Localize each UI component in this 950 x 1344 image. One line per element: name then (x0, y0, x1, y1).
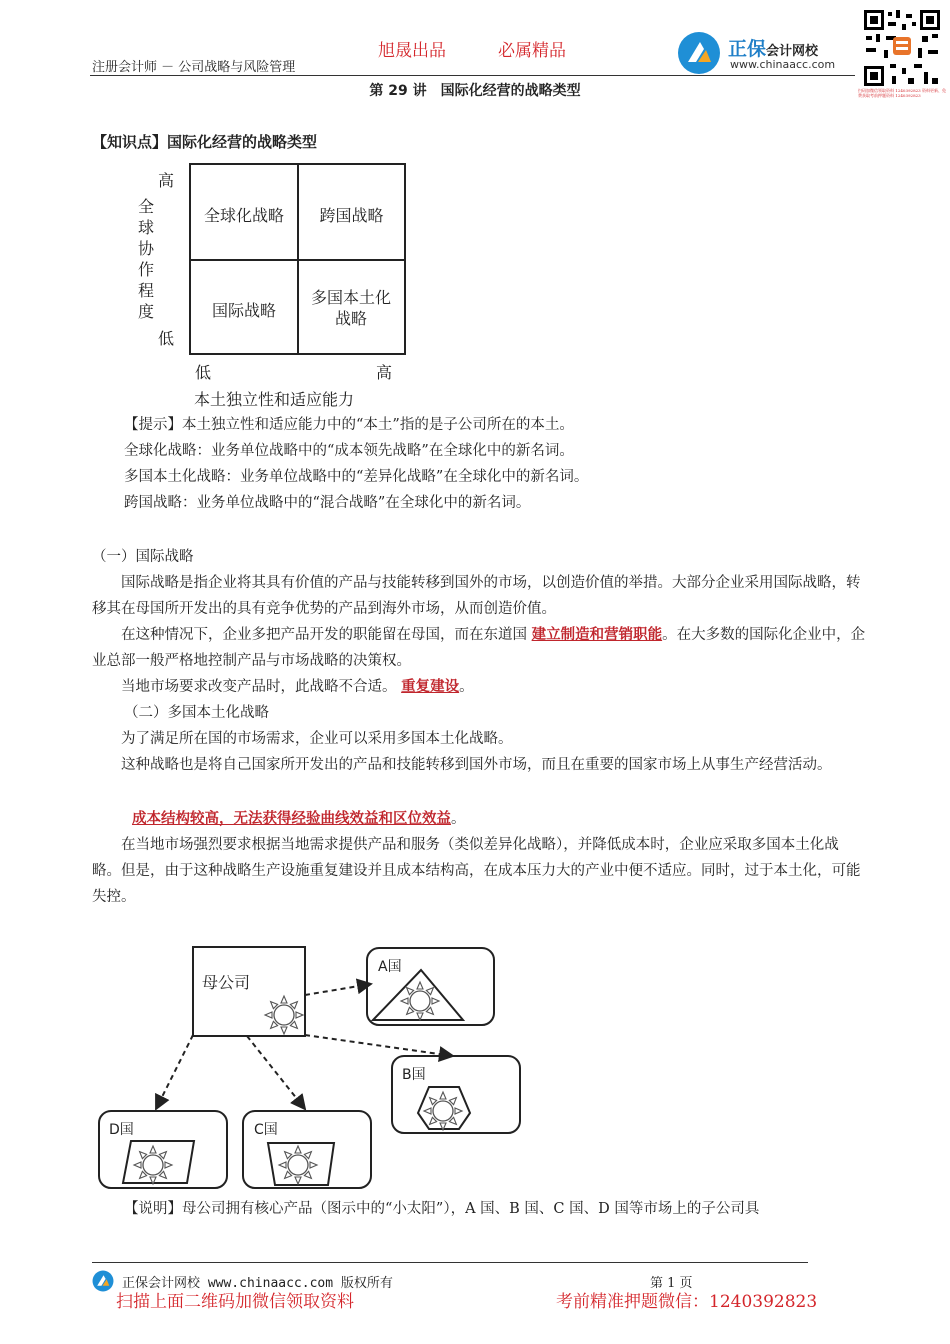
core-product-sun-icon (134, 1146, 172, 1184)
header-divider (90, 75, 855, 76)
footer-divider (92, 1262, 808, 1263)
tip-line: 跨国战略：业务单位战略中的“混合战略”在全球化中的新名词。 (124, 495, 531, 511)
highlight-text: 建立制造和营销职能 (531, 626, 663, 643)
parent-company-label: 母公司 (202, 973, 251, 992)
paragraph: 为了满足所在国的市场需求，企业可以采用多国本土化战略。 (121, 731, 513, 747)
header-slogan-right: 必属精品 (498, 41, 566, 61)
country-d-label: D国 (109, 1122, 134, 1138)
qr-code-icon[interactable] (862, 8, 942, 88)
x-axis-label: 本土独立性和适应能力 (194, 390, 355, 409)
y-axis-high: 高 (158, 171, 175, 190)
knowledge-point-title: 【知识点】国际化经营的战略类型 (92, 133, 318, 151)
cell-international-strategy: 国际战略 (211, 301, 276, 320)
paragraph-text: 。 (451, 811, 466, 827)
paragraph (92, 674, 867, 700)
brand-name-sub: 会计网校 (766, 44, 819, 59)
core-product-sun-icon (279, 1146, 317, 1184)
country-c-label: C国 (254, 1122, 278, 1138)
y-axis-low: 低 (158, 329, 175, 348)
paragraph: 国际战略是指企业将其具有价值的产品与技能转移到国外的市场，以创造价值的举措。大部分企业采用国际战略，转移其在母国所开发出的具有竞争优势的产品到海外市场，从而创造价值。 (92, 575, 861, 617)
tip-line: 多国本土化战略：业务单位战略中的“差异化战略”在全球化中的新名词。 (124, 469, 589, 485)
footer-logo-icon (92, 1270, 114, 1292)
diagram-note: 【说明】母公司拥有核心产品（图示中的“小太阳”），A 国、B 国、C 国、D 国等市场上的子公司具 (124, 1201, 760, 1217)
subsidiary-diagram (90, 935, 530, 1200)
core-product-sun-icon (401, 982, 439, 1020)
strategy-matrix (189, 163, 406, 355)
paragraph (92, 622, 867, 674)
cell-transnational-strategy: 跨国战略 (319, 206, 384, 225)
paragraph: 这种战略也是将自己国家所开发出的产品和技能转移到国外市场，而且在重要的国家市场上从事生产经营活动。 (121, 757, 832, 773)
tip-line: 【提示】本土独立性和适应能力中的“本土”指的是子公司所在的本土。 (124, 417, 574, 433)
highlight-text: 成本结构较高，无法获得经验曲线效益和区位效益 (132, 810, 451, 827)
footer-wechat-id: 考前精准押题微信：1240392823 (556, 1292, 818, 1312)
brand-url[interactable]: www.chinaacc.com (730, 58, 836, 71)
core-product-sun-icon (424, 1092, 462, 1130)
x-axis-low: 低 (195, 363, 212, 382)
course-name: 注册会计师 － 公司战略与风险管理 (92, 60, 296, 75)
matrix-divider-horizontal (191, 259, 404, 261)
brand-name-main: 正保 (728, 38, 767, 60)
paragraph: 在当地市场强烈要求根据当地需求提供产品和服务（类似差异化战略），并降低成本时，企业应采取多国本土化战略。但是，由于这种战略生产设施重复建设并且成本结构高，在成本压力大的产业中便不适应。同时，过于本土化，可能失控。 (92, 837, 861, 905)
core-product-sun-icon (265, 996, 303, 1034)
paragraph-text: 当地市场要求改变产品时，此战略不合适。 (121, 679, 402, 695)
header-slogan-left: 旭晟出品 (378, 41, 446, 61)
page-number: 第 1 页 (650, 1276, 693, 1291)
paragraph (132, 806, 907, 832)
brand-name[interactable] (728, 34, 818, 61)
paragraph-text: 。在大多数的国际化企业中，企业总部一般严格地控制产品与市场战略的决策权。 (92, 627, 866, 669)
country-a-label: A国 (378, 959, 402, 975)
cell-global-strategy: 全球化战略 (203, 206, 284, 225)
paragraph-text: 在这种情况下，企业多把产品开发的职能留在母国，而在东道国 (121, 627, 532, 643)
brand-logo-icon (678, 32, 720, 74)
tip-line: 全球化战略：业务单位战略中的“成本领先战略”在全球化中的新名词。 (124, 443, 574, 459)
footer-wechat-note: 扫描上面二维码加微信领取资料 (116, 1292, 354, 1312)
cell-multidomestic-strategy: 多国本土化战略 (310, 288, 391, 328)
y-axis-label: 全球协作程度 (137, 197, 154, 321)
country-b-label: B国 (402, 1067, 426, 1083)
highlight-text: 重复建设 (401, 678, 460, 695)
x-axis-high: 高 (376, 363, 393, 382)
section-title: （二）多国本土化战略 (124, 705, 269, 721)
lesson-title: 第 29 讲 国际化经营的战略类型 (369, 83, 581, 99)
paragraph-text: 。 (459, 679, 474, 695)
footer-copyright: 正保会计网校 www.chinaacc.com 版权所有 (122, 1276, 393, 1291)
qr-note: 扫码加微信领取资料 1240392823 资料更新、免费获取考前押题资料 1240392823 (858, 88, 946, 98)
section-title: （一）国际战略 (92, 549, 194, 565)
